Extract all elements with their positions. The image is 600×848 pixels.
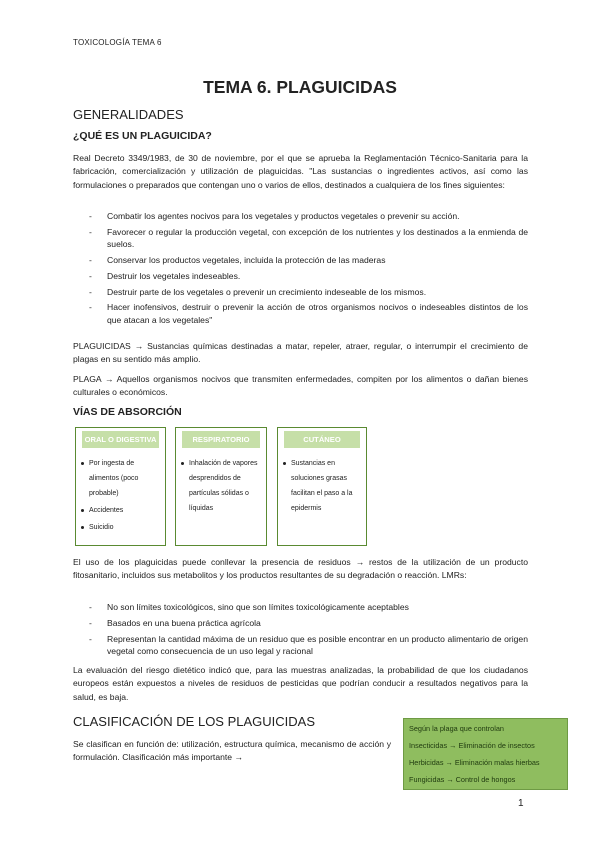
list-item: - Basados en una buena práctica agrícola (73, 617, 528, 629)
fines-list (73, 210, 528, 330)
list-item: - No son límites toxicológicos, sino que son límites toxicológicamente aceptables (73, 601, 528, 613)
list-item: - Combatir los agentes nocivos para los vegetales y productos vegetales o prevenir su acción. (73, 210, 528, 222)
box-list (80, 456, 161, 537)
box-title: CUTÁNEO (284, 431, 360, 448)
residuos-paragraph: El uso de los plaguicidas puede conllevar la presencia de residuos → restos de la utilización de un producto fitosanitario, incluidos sus metabolitos y los productos resultantes de su degradación o reacción. LMRs: (73, 557, 528, 581)
box-title: Según la plaga que controlan (409, 724, 504, 733)
box-line: Herbicidas → Eliminación malas hierbas (409, 758, 540, 767)
clasificacion-box (403, 718, 568, 790)
subheading-vias: VÍAS DE ABSORCIÓN (73, 406, 182, 418)
list-item: - Destruir parte de los vegetales o prevenir un crecimiento indeseable de los mismos. (73, 286, 528, 298)
box-list (180, 456, 259, 518)
list-item: - Favorecer o regular la producción vegetal, con excepción de los nutrientes y los destinados a la enmienda de suelos. (73, 226, 528, 251)
box-title: RESPIRATORIO (182, 431, 260, 448)
list-item: Inhalación de vapores desprendidos de partículas sólidas o líquidas (180, 456, 259, 516)
box-title: ORAL O DIGESTIVA (82, 431, 159, 448)
section-heading-clasificacion: CLASIFICACIÓN DE LOS PLAGUICIDAS (73, 714, 316, 729)
box-list (282, 456, 359, 518)
list-item: - Hacer inofensivos, destruir o prevenir la acción de otros organismos nocivos o indeseables distintos de los que atacan a los vegetales" (73, 301, 528, 326)
box-cutaneo (277, 427, 367, 546)
list-item: - Conservar los productos vegetales, incluida la protección de las maderas (73, 254, 528, 266)
clasificacion-paragraph: Se clasifican en función de: utilización, estructura química, mecanismo de acción y formulación. Clasificación más importante → (73, 739, 391, 763)
list-item: - Representan la cantidad máxima de un residuo que es posible encontrar en un producto alimentario de origen vegetal como consecuencia de un uso legal y racional (73, 633, 528, 658)
list-item: Por ingesta de alimentos (poco probable) (80, 456, 161, 501)
list-item: Accidentes (80, 503, 161, 518)
list-item: Sustancias en soluciones grasas facilitan el paso a la epidermis (282, 456, 359, 516)
page-title: TEMA 6. PLAGUICIDAS (203, 77, 397, 97)
plaguicidas-definition: PLAGUICIDAS → Sustancias químicas destinadas a matar, repeler, atraer, regular, o interrumpir el crecimiento de plagas en su sentido más amplio. (73, 341, 528, 365)
lmrs-list (73, 601, 528, 661)
running-header: TOXICOLOGÍA TEMA 6 (73, 38, 162, 47)
box-oral (75, 427, 166, 546)
list-item: Suicidio (80, 520, 161, 535)
box-respiratorio (175, 427, 267, 546)
box-line: Insecticidas → Eliminación de insectos (409, 741, 535, 750)
subheading-que-es: ¿QUÉ ES UN PLAGUICIDA? (73, 130, 212, 142)
list-item: - Destruir los vegetales indeseables. (73, 270, 528, 282)
box-line: Fungicidas → Control de hongos (409, 775, 516, 784)
section-heading-generalidades: GENERALIDADES (73, 107, 184, 122)
page-number: 1 (518, 798, 524, 809)
evaluacion-paragraph: La evaluación del riesgo dietético indicó que, para las muestras analizadas, la probabilidad de que los ciudadanos europeos están expuestos a niveles de residuos de pesticidas que podrían conducir a resultados negativos para la salud, es baja. (73, 665, 528, 702)
intro-paragraph: Real Decreto 3349/1983, de 30 de noviembre, por el que se aprueba la Reglamentación Técnico-Sanitaria para la fabricación, comercialización y utilización de plaguicidas. "Las sustancias o ingredientes activos, así como las formulaciones o preparados que contengan uno o varios de ellos, destinados a cualquiera de los fines siguientes: (73, 153, 528, 190)
plaga-definition: PLAGA → Aquellos organismos nocivos que transmiten enfermedades, compiten por los alimentos o dañan bienes culturales o económicos. (73, 374, 528, 398)
